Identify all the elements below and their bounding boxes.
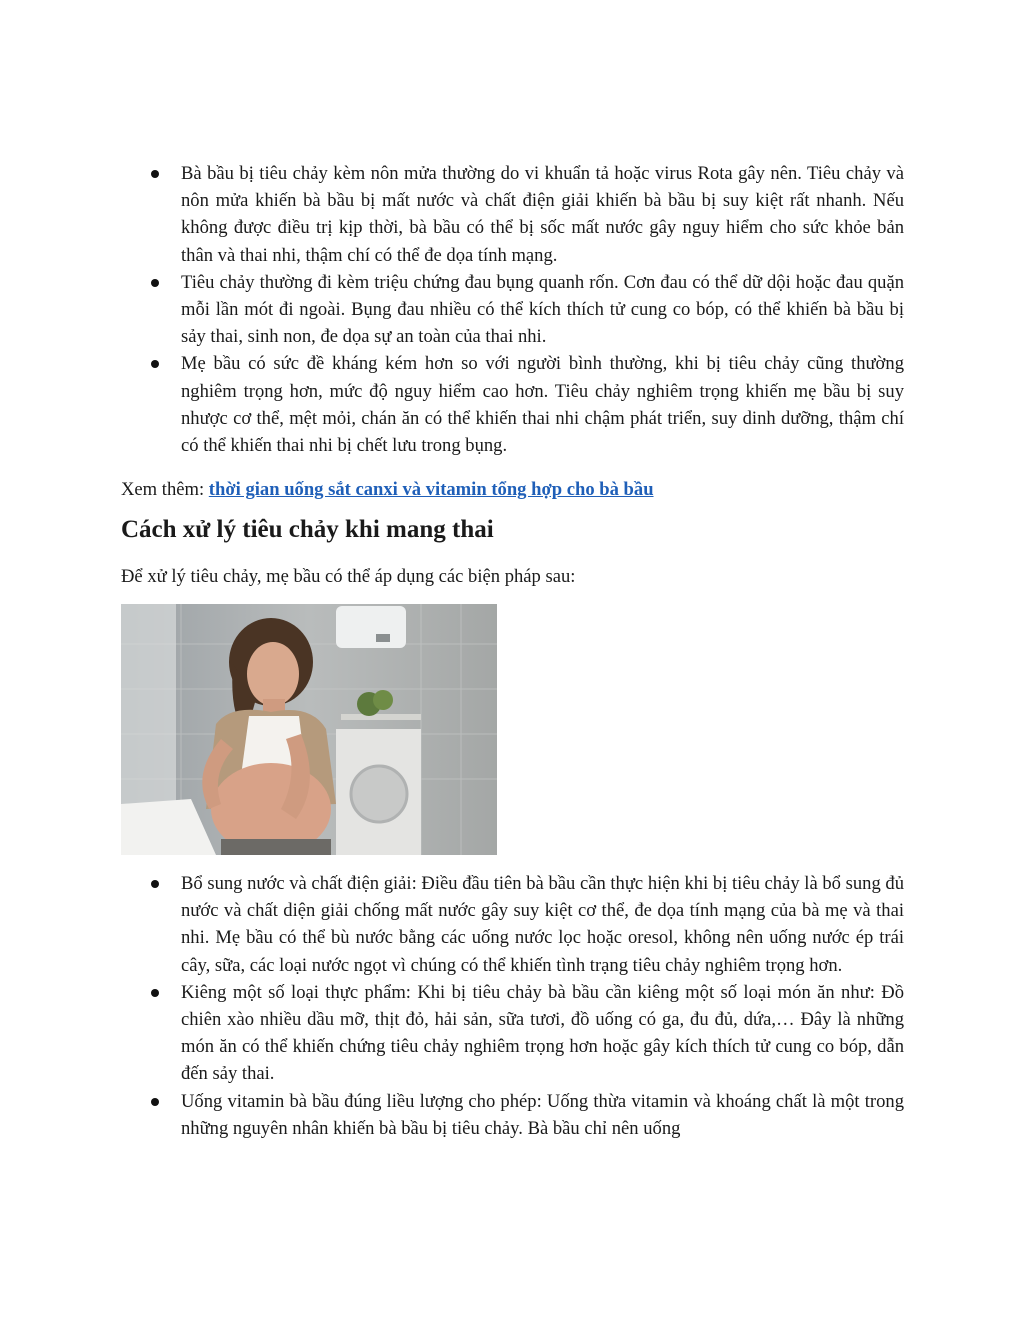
list-item-text: Mẹ bầu có sức đề kháng kém hơn so với người bình thường, khi bị tiêu chảy cũng thường nghiêm trọng hơn, mức độ nguy hiểm cao hơn. Tiêu chảy nghiêm trọng khiến mẹ bầu bị suy nhược cơ thể, mệt mỏi, chán ăn có thể khiến thai nhi chậm phát triển, suy dinh dưỡng, thậm chí có thể khiến thai nhi bị chết lưu trong bụng.	[181, 353, 904, 457]
list-item-text: Tiêu chảy thường đi kèm triệu chứng đau bụng quanh rốn. Cơn đau có thể dữ dội hoặc đau quặn mỗi lần mót đi ngoài. Bụng đau nhiều có thể kích thích tử cung co bóp, có thể khiến bà bầu bị sảy thai, sinh non, đe dọa sự an toàn của thai nhi.	[181, 271, 904, 348]
pregnant-woman-photo	[121, 604, 497, 855]
list-item	[148, 269, 904, 351]
bullet-icon	[151, 279, 159, 287]
list-item	[148, 1088, 904, 1142]
list-item	[148, 160, 904, 269]
treatment-list	[148, 870, 904, 1142]
see-also-link[interactable]: thời gian uống sắt canxi và vitamin tổng hợp cho bà bầu	[208, 479, 654, 500]
symptom-list	[148, 160, 904, 459]
intro-paragraph: Để xử lý tiêu chảy, mẹ bầu có thể áp dụng các biện pháp sau:	[121, 566, 576, 587]
list-item	[148, 350, 904, 459]
bullet-icon	[151, 170, 159, 178]
list-item-text: Kiêng một số loại thực phẩm: Khi bị tiêu chảy bà bầu cần kiêng một số loại món ăn như: Đồ chiên xào nhiều dầu mỡ, thịt đỏ, hải sản, sữa tươi, đồ uống có ga, đu đủ, dứa,… Đây là những món ăn có thể khiến chứng tiêu chảy nghiêm trọng hơn hoặc gây kích thích tử cung co bóp, dẫn đến sảy thai.	[181, 981, 904, 1085]
see-also-line	[121, 476, 654, 503]
list-item	[148, 870, 904, 979]
list-item-text: Bổ sung nước và chất điện giải: Điều đầu tiên bà bầu cần thực hiện khi bị tiêu chảy là bổ sung đủ nước và chất diện giải chống mất nước gây suy kiệt cơ thể, đe dọa tính mạng của bà mẹ và thai nhi. Mẹ bầu có thể bù nước bằng các uống nước lọc hoặc oresol, không nên uống nước ép trái cây, sữa, các loại nước ngọt vì chúng có thể khiến tình trạng tiêu chảy nghiêm trọng hơn.	[181, 873, 904, 976]
list-item-text: Uống vitamin bà bầu đúng liều lượng cho phép: Uống thừa vitamin và khoáng chất là một trong những nguyên nhân khiến bà bầu bị tiêu chảy. Bà bầu chỉ nên uống	[181, 1090, 904, 1139]
list-item	[148, 979, 904, 1088]
bullet-icon	[151, 360, 159, 368]
bullet-icon	[151, 880, 159, 888]
see-also-prefix: Xem thêm:	[121, 479, 209, 500]
bullet-icon	[151, 1098, 159, 1106]
bullet-icon	[151, 989, 159, 997]
section-heading: Cách xử lý tiêu chảy khi mang thai	[121, 516, 494, 543]
list-item-text: Bà bầu bị tiêu chảy kèm nôn mửa thường do vi khuẩn tả hoặc virus Rota gây nên. Tiêu chảy và nôn mửa khiến bà bầu bị mất nước và chất điện giải khiến bà bầu bị suy kiệt rất nhanh. Nếu không được điều trị kịp thời, bà bầu có thể bị sốc mất nước gây nguy hiểm cho sức khỏe bản thân và thai nhi, thậm chí có thể đe dọa tính mạng.	[181, 163, 904, 266]
